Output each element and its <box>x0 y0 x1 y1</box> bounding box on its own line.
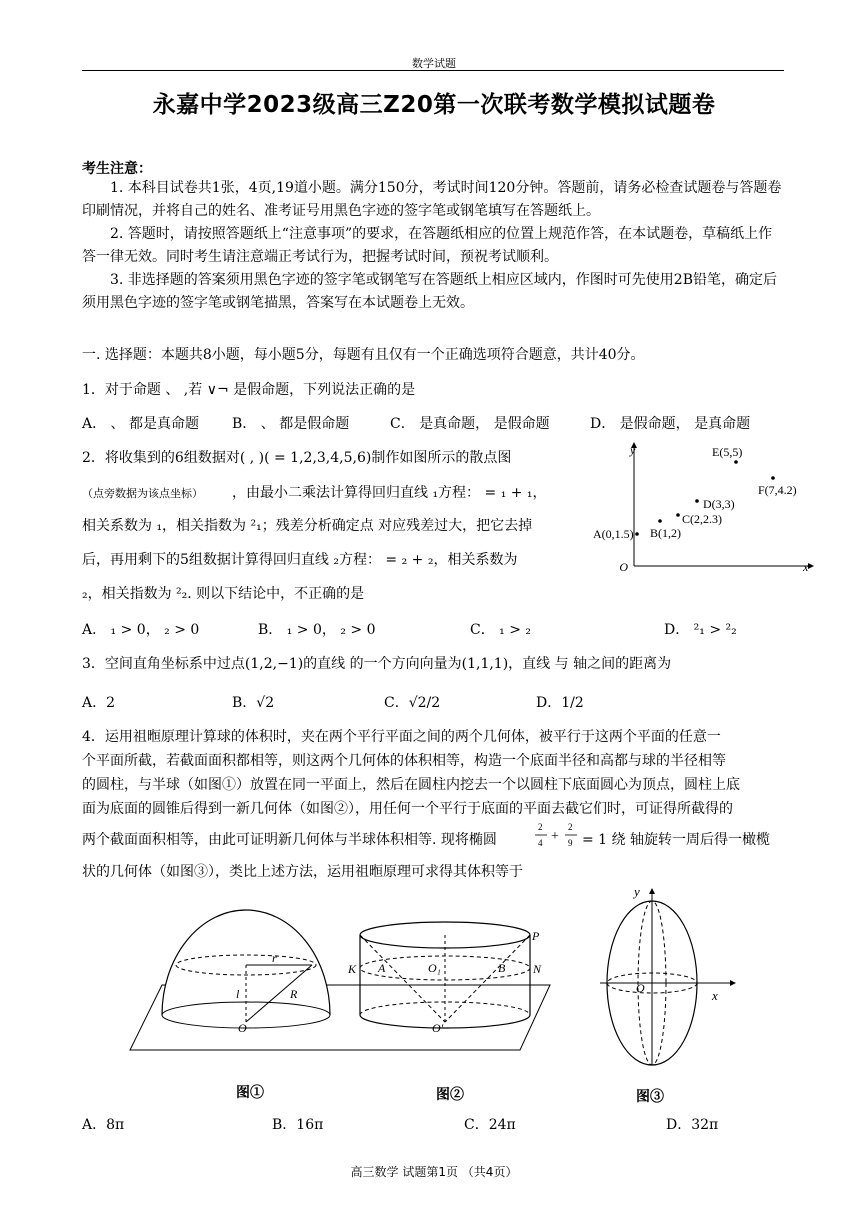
point-f <box>771 476 775 480</box>
label-O1: O₁ <box>428 961 441 975</box>
svg-text:2: 2 <box>568 822 573 832</box>
q4-option-d: D．32π <box>666 1117 719 1133</box>
q3-option-b: B．√2 <box>232 695 275 711</box>
q2-scatter-plot <box>590 440 820 575</box>
label-N: N <box>533 962 542 976</box>
point-d-label: D(3,3) <box>703 497 735 511</box>
notice-item-2: 2. 答题时，请按照答题纸上“注意事项”的要求，在答题纸相应的位置上规范作答，在本试题卷，草稿纸上作答一律无效。同时考生请注意端正考试行为，把握考试时间，预祝考试顺利。 <box>82 226 773 265</box>
point-e <box>734 460 738 464</box>
q1-option-c: C． 是真命题， 是假命题 <box>390 416 550 432</box>
q1-option-a: A． 、 都是真命题 <box>82 416 200 432</box>
q3-stem: 3．空间直角坐标系中过点(1,2,−1)的直线 的一个方向向量为(1,1,1)，直线 与 轴之间的距离为 <box>82 656 672 672</box>
label-P: P <box>532 929 540 943</box>
notice-item-3: 3. 非选择题的答案须用黑色字迹的签字笔或钢笔写在答题纸上相应区域内，作图时可先使用2B铅笔，确定后须用黑色字迹的签字笔或钢笔描黑，答案写在本试题卷上无效。 <box>82 272 778 311</box>
q4-line-5b: = 1 绕 轴旋转一周后得一橄榄 <box>582 832 770 848</box>
label-R: R <box>290 987 298 1001</box>
label-K: K <box>348 962 357 976</box>
page-header: 数学试题 <box>412 57 456 70</box>
x-axis-arrow <box>808 563 814 569</box>
notice-heading: 考生注意： <box>82 161 152 177</box>
fig3-caption: 图③ <box>636 1089 664 1105</box>
q4-line-1: 4．运用祖暅原理计算球的体积时，夹在两个平行平面之间的两个几何体，被平行于这两个平面的任意一 <box>82 729 721 745</box>
q2-line-2: ，由最小二乘法计算得回归直线 ₁方程： = ₁ + ₁， <box>232 485 547 501</box>
q2-line-1: 2．将收集到的6组数据对( , )( = 1,2,3,4,5,6)制作如图所示的散点图 <box>82 450 512 466</box>
q1-stem: 1．对于命题 、 ,若 ∨¬ 是假命题，下列说法正确的是 <box>82 382 416 398</box>
label-l: l <box>236 987 240 1001</box>
point-b-label: B(1,2) <box>650 526 681 540</box>
fig3-x-label: x <box>712 988 718 1003</box>
y-axis-label: y <box>630 443 636 457</box>
q2-option-b: B． ₁ > 0， ₂ > 0 <box>258 622 376 638</box>
q1-option-b: B． 、 都是假命题 <box>232 416 350 432</box>
label-r: r <box>272 951 277 965</box>
q4-line-4: 面为底面的圆锥后得到一新几何体（如图②），用任何一个平行于底面的平面去截它们时，可证得所截得的 <box>82 801 733 817</box>
q3-option-c: C．√2/2 <box>384 695 441 711</box>
point-a-label: A(0,1.5) <box>593 527 634 541</box>
svg-text:4: 4 <box>538 838 543 848</box>
q4-line-5: 两个截面面积相等，由此可证明新几何体与半球体积相等. 现将椭圆 <box>82 832 497 848</box>
fig3-y-label: y <box>634 884 640 899</box>
x-axis-label: x <box>803 560 809 574</box>
q2-line-4: 后，再用剩下的5组数据计算得回归直线 ₂方程： = ₂ + ₂，相关系数为 <box>82 552 518 568</box>
label-O-fig1: O <box>238 1021 247 1035</box>
q2-option-c: C． ₁ > ₂ <box>470 622 532 638</box>
label-B: B <box>498 961 506 975</box>
svg-text:+: + <box>551 829 559 844</box>
q4-option-a: A．8π <box>82 1117 125 1133</box>
origin-label: O <box>619 560 628 574</box>
q2-line-5: ₂，相关指数为 ²₂. 则以下结论中，不正确的是 <box>82 586 365 602</box>
q4-figure-3 <box>590 880 760 1080</box>
q2-option-d: D． ²₁ > ²₂ <box>664 622 737 638</box>
point-b <box>658 519 662 523</box>
notice-item-1: 1. 本科目试卷共1张，4页,19道小题。满分150分，考试时间120分钟。答题前，请务必检查试题卷与答题卷印刷情况，并将自己的姓名、准考证号用黑色字迹的签字笔或钢笔填写在答题纸上。 <box>82 180 782 219</box>
q3-option-d: D．1/2 <box>536 695 584 711</box>
fig1-caption: 图① <box>236 1085 264 1101</box>
q2-note: （点旁数据为该点坐标） <box>82 487 203 500</box>
q4-line-2: 个平面所截，若截面面积都相等，则这两个几何体的体积相等，构造一个底面半径和高都与球的半径相等 <box>82 753 726 769</box>
section-heading: 一. 选择题：本题共8小题，每小题5分，每题有且仅有一个正确选项符合题意，共计40分。 <box>82 347 645 363</box>
svg-text:9: 9 <box>568 838 573 848</box>
page-title: 永嘉中学2023级高三Z20第一次联考数学模拟试题卷 <box>152 92 716 118</box>
fig3-origin: O <box>636 981 645 995</box>
header-rule <box>82 70 784 71</box>
svg-text:2: 2 <box>538 822 543 832</box>
q4-option-b: B．16π <box>272 1117 324 1133</box>
q4-line-3: 的圆柱，与半球（如图①）放置在同一平面上，然后在圆柱内挖去一个以圆柱下底面圆心为顶点，圆柱上底 <box>82 777 740 793</box>
q4-line-6: 状的几何体（如图③），类比上述方法，运用祖暅原理可求得其体积等于 <box>82 864 523 880</box>
point-c-label: C(2,2.3) <box>682 512 722 526</box>
label-O-prime: O' <box>432 1021 444 1035</box>
q3-option-a: A．2 <box>82 695 116 711</box>
q2-option-a: A． ₁ > 0， ₂ > 0 <box>82 622 200 638</box>
q4-figures-detail <box>120 880 560 1080</box>
label-A: A <box>378 961 386 975</box>
page-footer: 高三数学 试题第1页 （共4页） <box>350 1165 518 1179</box>
fig2-caption: 图② <box>436 1087 464 1103</box>
point-f-label: F(7,4.2) <box>758 483 797 497</box>
point-d <box>695 499 699 503</box>
q1-option-d: D． 是假命题， 是真命题 <box>590 416 751 432</box>
point-a <box>635 532 639 536</box>
point-e-label: E(5,5) <box>712 445 743 459</box>
q2-line-3: 相关系数为 ₁，相关指数为 ²₁；残差分析确定点 对应残差过大，把它去掉 <box>82 518 533 534</box>
q4-option-c: C．24π <box>464 1117 516 1133</box>
point-c <box>676 513 680 517</box>
